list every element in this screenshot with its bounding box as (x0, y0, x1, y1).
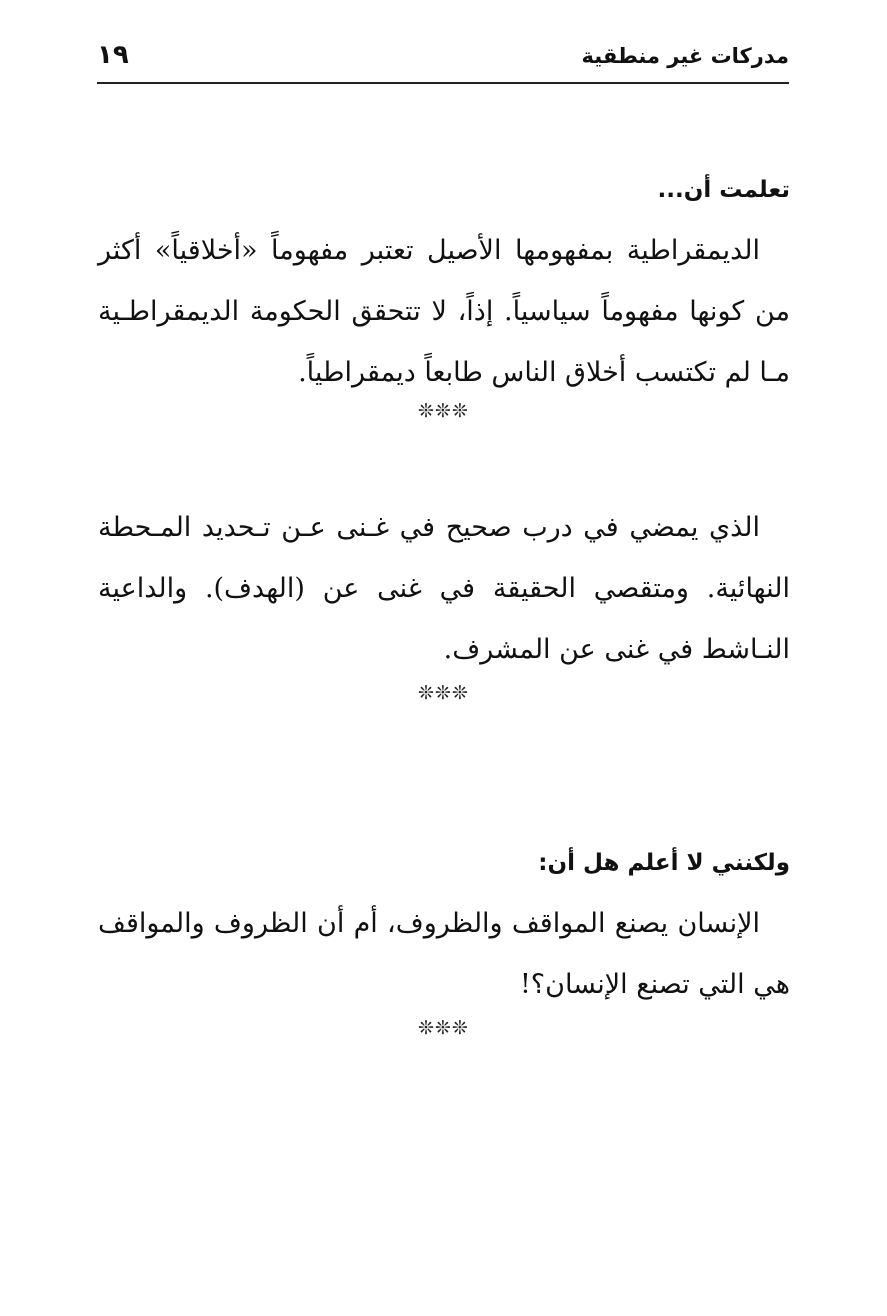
section-question (98, 843, 790, 1015)
section-paragraph: الإنسان يصنع المواقف والظروف، أم أن الظروف والمواقف هي التي تصنع الإنسان؟! (98, 908, 790, 1000)
section-path (98, 497, 790, 680)
section-separator: ❊❊❊ (418, 682, 469, 704)
section-heading: ولكنني لا أعلم هل أن: (538, 850, 790, 876)
running-header (97, 38, 789, 84)
section-paragraph: الذي يمضي في درب صحيح في غـنى عـن تـحديد المـحطة النهائية. ومتقصي الحقيقة في غنى عن (الهدف). والداعية النـاشط في غنى عن المشرف. (98, 512, 790, 665)
section-paragraph: الديمقراطية بمفهومها الأصيل تعتبر مفهوماً «أخلاقياً» أكثر من كونها مفهوماً سياسياً. إذاً، لا تتحقق الحكومة الديمقراطـية مـا لم تكتسب أخلاق الناس طابعاً ديمقراطياً. (98, 235, 790, 388)
running-title: مدركات غير منطقية (581, 44, 789, 68)
section-separator: ❊❊❊ (418, 400, 469, 422)
section-separator: ❊❊❊ (418, 1017, 469, 1039)
section-learned (98, 170, 790, 403)
page-number: ١٩ (97, 40, 129, 70)
section-heading: تعلمت أن... (657, 177, 790, 203)
